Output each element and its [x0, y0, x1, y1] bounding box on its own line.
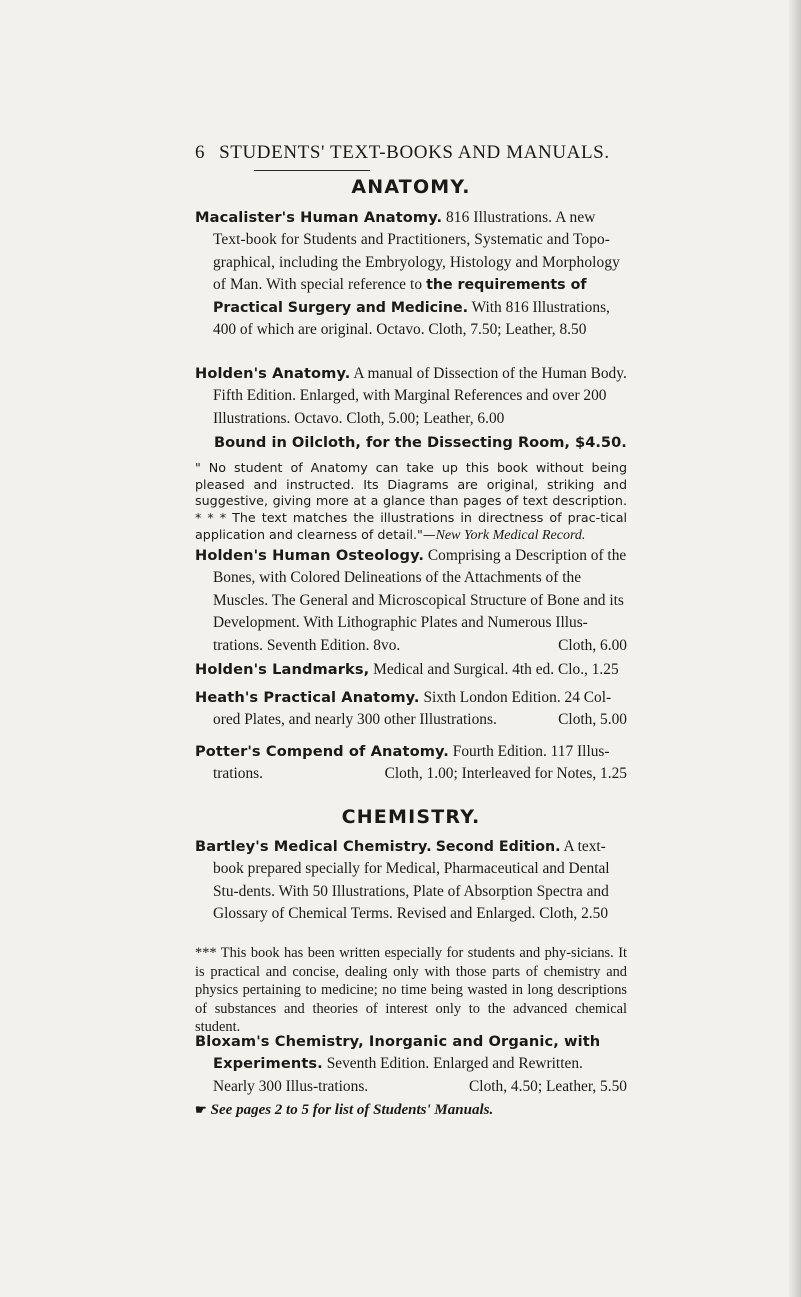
entry-holden-anatomy — [195, 363, 627, 430]
entry-macalister — [195, 207, 627, 341]
book-title: Holden's Anatomy. — [195, 365, 351, 382]
running-title: STUDENTS' TEXT-BOOKS AND MANUALS. — [219, 142, 610, 163]
book-text: Seventh Edition. Enlarged and Rewritten. Nearly 300 Illus-trations. — [213, 1055, 583, 1095]
section-chemistry — [195, 806, 627, 828]
book-edition: Second Edition. — [435, 839, 561, 855]
page-number: 6 — [195, 142, 206, 163]
section-title: CHEMISTRY. — [341, 806, 481, 828]
pointing-hand-icon: ☛ — [195, 1102, 207, 1117]
quote-text: " No student of Anatomy can take up this book without being pleased and instructed. Its Diagrams are original, striking and suggestive, giving more at a glance than pages of text description. * * * The text matches the illustrations in directness of prac-tical application and clearness of detail."— — [195, 460, 627, 542]
book-price: Cloth, 7.50; Leather, 8.50 — [428, 321, 587, 339]
entry-potter — [195, 741, 627, 786]
entry-holden-osteology — [195, 545, 627, 657]
book-price: Clo., 1.25 — [557, 661, 619, 678]
book-text: Medical and Surgical. 4th ed. — [373, 661, 555, 678]
footer-note — [195, 1102, 493, 1119]
entry-bartley — [195, 836, 627, 926]
editor-note: *** This book has been written especially for students and phy-sicians. It is practical and concise, dealing only with those parts of chemistry and physics pertaining to medicine; no time being wasted in long descriptions of substances and theories of interest only to the advanced chemical student. — [195, 945, 627, 1036]
book-title: Holden's Human Osteology. — [195, 547, 425, 564]
quote-source: New York Medical Record. — [435, 527, 586, 543]
book-price: Cloth, 4.50; Leather, 5.50 — [469, 1077, 627, 1095]
entry-holden-landmarks — [195, 659, 627, 681]
book-text-b: With 816 Illustrations, 400 of which are original. Octavo. — [213, 298, 610, 339]
review-quote — [195, 460, 627, 545]
book-text: A text-book prepared specially for Medical, Pharmaceutical and Dental Stu-dents. With 50 Illustrations, Plate of Absorption Spectra and Glossary of Chemical Terms. Revised and Enlarged. — [213, 838, 610, 923]
section-anatomy — [195, 176, 627, 198]
book-emphasis: the requirements of Practical Surgery and Medicine. — [213, 277, 587, 316]
section-title: ANATOMY. — [351, 176, 471, 198]
book-price: Cloth, 6.00 — [558, 636, 627, 654]
book-title: Macalister's Human Anatomy. — [195, 209, 443, 226]
book-text: 816 Illustrations. A new Text-book for Students and Practitioners, Systematic and Topo-graphical, including the Embryology, Histology and Morphology of Man. With special reference to — [213, 209, 620, 294]
book-title: Potter's Compend of Anatomy. — [195, 743, 449, 760]
bound-note: Bound in Oilcloth, for the Dissecting Room, $4.50. — [214, 434, 627, 451]
book-price: Cloth, 1.00; Interleaved for Notes, 1.25 — [384, 765, 627, 783]
book-title: Heath's Practical Anatomy. — [195, 689, 420, 706]
book-title: Holden's Landmarks, — [195, 661, 370, 678]
running-head — [195, 140, 627, 166]
footer-text: See pages 2 to 5 for list of Students' Manuals. — [210, 1102, 494, 1118]
book-price: Cloth, 5.00 — [558, 711, 627, 729]
book-text: Fourth Edition. 117 Illus-trations. — [213, 743, 610, 783]
divider-rule — [254, 170, 370, 171]
entry-heath — [195, 687, 627, 732]
book-title: Bartley's Medical Chemistry. — [195, 838, 432, 855]
entry-bloxam — [195, 1031, 627, 1098]
book-text: Comprising a Description of the Bones, with Colored Delineations of the Attachments of the Muscles. The General and Microscopical Structure of Bone and its Development. With Lithographic Plates and Numerous Illus-trations. Seventh Edition. 8vo. — [213, 547, 627, 654]
book-text: A manual of Dissection of the Human Body. Fifth Edition. Enlarged, with Marginal References and over 200 Illustrations. Octavo. — [213, 365, 627, 427]
page-edge-shadow — [789, 0, 801, 1297]
book-price: Cloth, 2.50 — [539, 905, 609, 923]
book-title: Bloxam's Chemistry, Inorganic and Organic, with Experiments. — [195, 1033, 601, 1073]
book-price: Cloth, 5.00; Leather, 6.00 — [346, 409, 505, 427]
book-text: Sixth London Edition. 24 Col-ored Plates, and nearly 300 other Illustrations. — [213, 689, 612, 729]
